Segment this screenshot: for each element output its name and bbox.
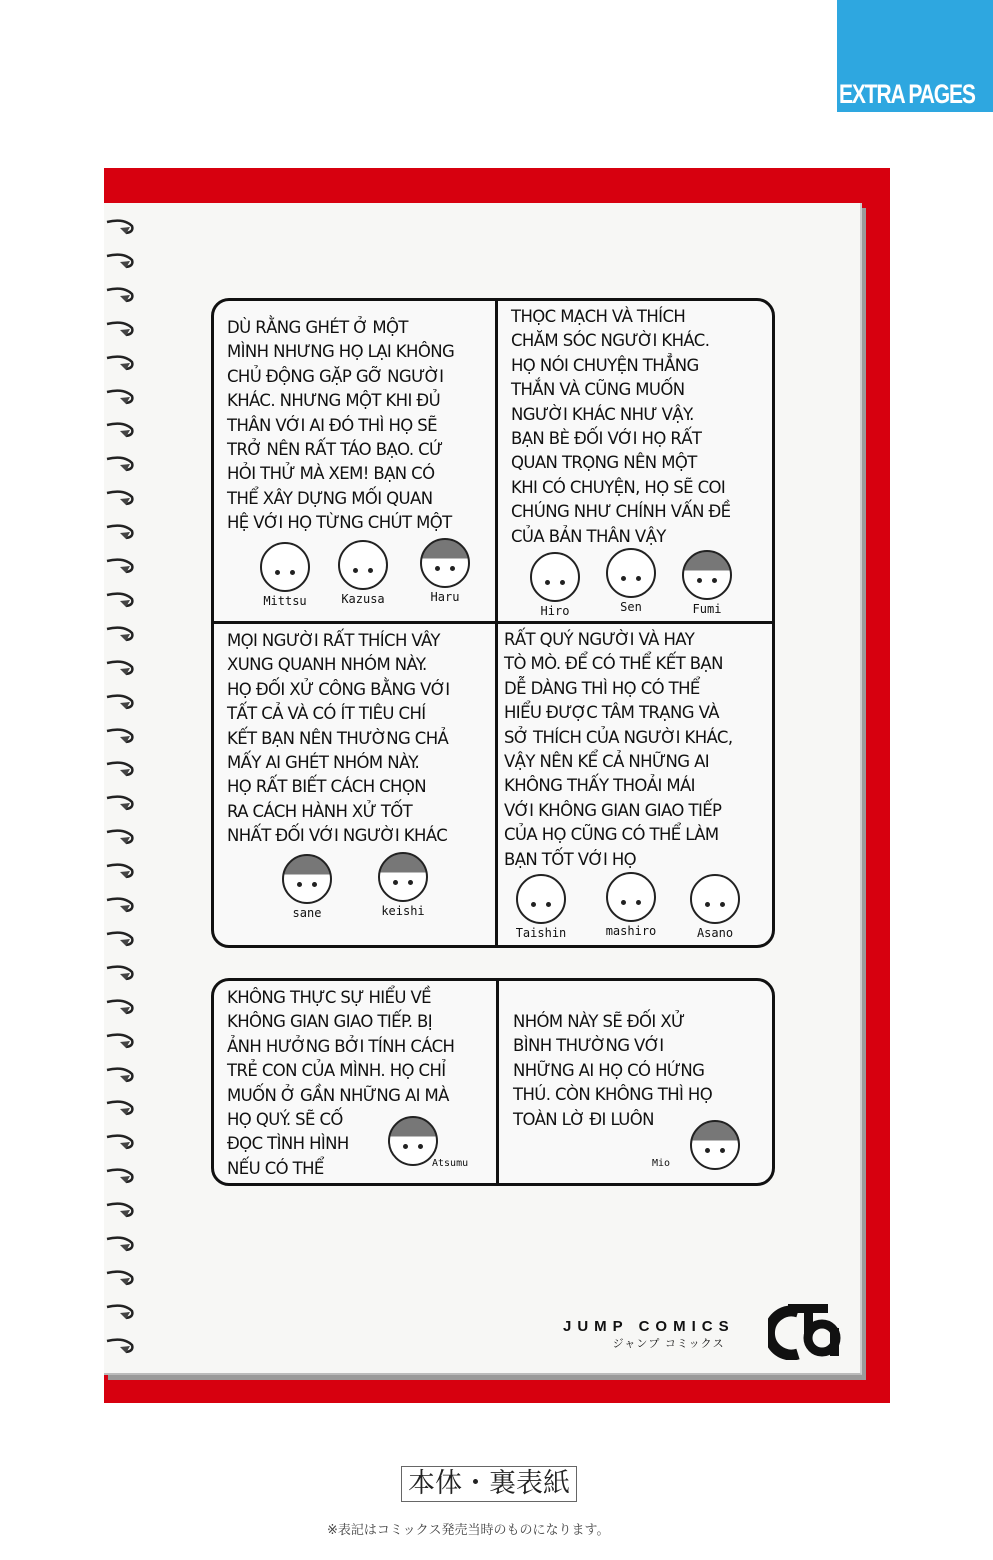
spiral-ring-icon bbox=[106, 625, 136, 643]
text-line: HỌ RẤT BIẾT CÁCH CHỌN bbox=[227, 777, 426, 797]
text-line: THỂ XÂY DỰNG MỐI QUAN bbox=[227, 488, 433, 508]
face-icon bbox=[388, 1116, 438, 1166]
character-name: Fumi bbox=[692, 602, 722, 616]
face-icon bbox=[378, 852, 428, 902]
face-icon bbox=[420, 538, 470, 588]
spiral-ring-icon bbox=[106, 693, 136, 711]
spiral-ring-icon bbox=[106, 320, 136, 338]
spiral-ring-icon bbox=[106, 1269, 136, 1287]
face-icon bbox=[606, 548, 656, 598]
panel-text-1 bbox=[227, 316, 454, 536]
face-icon bbox=[282, 854, 332, 904]
text-line: MỌI NGƯỜI RẤT THÍCH VÂY bbox=[227, 631, 440, 650]
spiral-ring-icon bbox=[106, 1066, 136, 1084]
character-sen bbox=[596, 548, 666, 614]
spiral-ring-icon bbox=[106, 1235, 136, 1253]
text-line: HIỂU ĐƯỢC TÂM TRẠNG VÀ bbox=[504, 703, 719, 723]
spiral-ring-icon bbox=[106, 794, 136, 812]
text-line: BÌNH THƯỜNG VỚI bbox=[513, 1036, 664, 1056]
character-name: keishi bbox=[381, 904, 425, 918]
text-line: HỌ ĐỐI XỬ CÔNG BẰNG VỚI bbox=[227, 679, 450, 699]
text-line: XUNG QUANH NHÓM NÀY. bbox=[227, 655, 427, 675]
logo-text: JUMP COMICS bbox=[563, 1318, 735, 1335]
text-line: THÚ. CÒN KHÔNG THÌ HỌ bbox=[513, 1085, 713, 1105]
text-line: HỎI THỬ MÀ XEM! BẠN CÓ bbox=[227, 464, 435, 484]
character-name: Taishin bbox=[515, 926, 567, 940]
character-asano bbox=[680, 874, 750, 940]
text-line: MUỐN Ở GẦN NHỮNG AI MÀ bbox=[227, 1085, 449, 1105]
text-line: KHÔNG THỰC SỰ HIỂU VỀ bbox=[227, 988, 432, 1007]
jump-comics-logo bbox=[563, 1318, 735, 1351]
character-atsumu bbox=[380, 1116, 490, 1169]
character-mio bbox=[650, 1120, 750, 1170]
text-line: CHÚNG NHƯ CHÍNH VẤN ĐỀ bbox=[511, 502, 731, 522]
spiral-ring-icon bbox=[106, 896, 136, 914]
face-icon bbox=[606, 872, 656, 922]
text-line: NHỮNG AI HỌ CÓ HỨNG bbox=[513, 1060, 705, 1080]
spiral-ring-icon bbox=[106, 1032, 136, 1050]
text-line: DÙ RẰNG GHÉT Ở MỘT bbox=[227, 318, 408, 337]
spiral-ring-icon bbox=[106, 1099, 136, 1117]
text-line: CHỦ ĐỘNG GẶP GỠ NGƯỜI bbox=[227, 366, 444, 386]
character-haru bbox=[410, 538, 480, 604]
spiral-ring-icon bbox=[106, 760, 136, 778]
spiral-ring-icon bbox=[106, 557, 136, 575]
text-line: TRỞ NÊN RẤT TÁO BẠO. CỨ bbox=[227, 440, 443, 460]
text-line: MÌNH NHƯNG HỌ LẠI KHÔNG bbox=[227, 342, 455, 362]
text-line: NGƯỜI KHÁC NHƯ VẬY. bbox=[511, 404, 694, 424]
character-fumi bbox=[672, 550, 742, 616]
spiral-ring-icon bbox=[106, 998, 136, 1016]
spiral-ring-icon bbox=[106, 862, 136, 880]
text-line: BẠN TỐT VỚI HỌ bbox=[504, 849, 637, 869]
character-kazusa bbox=[328, 540, 398, 606]
spiral-ring-icon bbox=[106, 252, 136, 270]
text-line: BẠN BÈ ĐỐI VỚI HỌ RẤT bbox=[511, 429, 702, 449]
text-line: NẾU CÓ THỂ bbox=[227, 1158, 324, 1178]
face-icon bbox=[516, 874, 566, 924]
spiral-ring-icon bbox=[106, 828, 136, 846]
text-line: TẤT CẢ VÀ CÓ ÍT TIÊU CHÍ bbox=[227, 704, 426, 724]
spiral-ring-icon bbox=[106, 1167, 136, 1185]
text-line: RẤT QUÝ NGƯỜI VÀ HAY bbox=[504, 630, 695, 649]
spiral-ring-icon bbox=[106, 1201, 136, 1219]
face-icon bbox=[682, 550, 732, 600]
logo-katakana: ジャンプ コミックス bbox=[612, 1337, 725, 1350]
spiral-ring-icon bbox=[106, 964, 136, 982]
text-line: KHÔNG GIAN GIAO TIẾP. BỊ bbox=[227, 1012, 433, 1032]
spiral-ring-icon bbox=[106, 1337, 136, 1355]
spiral-ring-icon bbox=[106, 591, 136, 609]
text-line: KHÁC. NHƯNG MỘT KHI ĐỦ bbox=[227, 391, 441, 411]
spiral-ring-icon bbox=[106, 354, 136, 372]
spiral-ring-icon bbox=[106, 930, 136, 948]
spiral-ring-icon bbox=[106, 218, 136, 236]
text-line: CỦA HỌ CŨNG CÓ THỂ LÀM bbox=[504, 825, 719, 845]
text-line: ẢNH HƯỞNG BỞI TÍNH CÁCH bbox=[227, 1036, 455, 1056]
text-line: NHÓM NÀY SẼ ĐỐI XỬ bbox=[513, 1012, 685, 1031]
text-line: ĐỌC TÌNH HÌNH bbox=[227, 1134, 349, 1154]
text-line: SỞ THÍCH CỦA NGƯỜI KHÁC, bbox=[504, 727, 733, 747]
spiral-ring-icon bbox=[106, 727, 136, 745]
spiral-ring-icon bbox=[106, 1303, 136, 1321]
text-line: RA CÁCH HÀNH XỬ TỐT bbox=[227, 801, 413, 821]
character-mittsu bbox=[250, 542, 320, 608]
text-line: VỚI KHÔNG GIAN GIAO TIẾP bbox=[504, 800, 722, 820]
face-icon bbox=[690, 1120, 740, 1170]
panel-text-3 bbox=[227, 629, 450, 849]
character-name: Mittsu bbox=[263, 594, 307, 608]
text-line: THÂN VỚI AI ĐÓ THÌ HỌ SẼ bbox=[227, 415, 437, 435]
panel-text-6 bbox=[513, 1010, 712, 1132]
cover-caption: 本体・裏表紙 bbox=[401, 1466, 577, 1502]
face-icon bbox=[530, 552, 580, 602]
panel-text-4 bbox=[504, 628, 733, 872]
extra-pages-banner bbox=[837, 0, 993, 112]
spiral-ring-icon bbox=[106, 523, 136, 541]
footnote: ※表記はコミックス発売当時のものになります。 bbox=[327, 1523, 610, 1538]
face-icon bbox=[260, 542, 310, 592]
character-name: Mio bbox=[652, 1158, 671, 1169]
text-line: TÒ MÒ. ĐỂ CÓ THỂ KẾT BẠN bbox=[504, 654, 723, 674]
horizontal-divider bbox=[213, 621, 773, 624]
spiral-ring-icon bbox=[106, 286, 136, 304]
spiral-ring-icon bbox=[106, 388, 136, 406]
vertical-divider bbox=[496, 980, 499, 1184]
character-name: Asano bbox=[696, 926, 734, 940]
character-name: sane bbox=[292, 906, 322, 920]
character-name: Hiro bbox=[540, 604, 570, 618]
text-line: CỦA BẢN THÂN VẬY bbox=[511, 526, 666, 546]
panel-text-2 bbox=[511, 305, 731, 549]
text-line: TRẺ CON CỦA MÌNH. HỌ CHỈ bbox=[227, 1061, 446, 1081]
text-line: KHÔNG THẤY THOẢI MÁI bbox=[504, 776, 695, 796]
character-name: Atsumu bbox=[432, 1158, 469, 1169]
face-icon bbox=[338, 540, 388, 590]
face-icon bbox=[690, 874, 740, 924]
spiral-ring-icon bbox=[106, 1133, 136, 1151]
text-line: HỌ QUÝ. SẼ CỐ bbox=[227, 1110, 343, 1130]
text-line: QUAN TRỌNG NÊN MỘT bbox=[511, 453, 697, 473]
text-line: HỆ VỚI HỌ TỪNG CHÚT MỘT bbox=[227, 513, 452, 533]
text-line: THẮN VÀ CŨNG MUỐN bbox=[511, 380, 685, 400]
text-line: VẬY NÊN KỂ CẢ NHỮNG AI bbox=[504, 752, 710, 772]
text-line: KẾT BẠN NÊN THƯỜNG CHẢ bbox=[227, 728, 449, 748]
text-line: MẤY AI GHÉT NHÓM NÀY. bbox=[227, 753, 420, 773]
spiral-ring-icon bbox=[106, 455, 136, 473]
character-name: Kazusa bbox=[341, 592, 385, 606]
text-line: HỌ NÓI CHUYỆN THẲNG bbox=[511, 355, 699, 375]
spiral-ring-icon bbox=[106, 659, 136, 677]
character-name: mashiro bbox=[605, 924, 657, 938]
character-mashiro bbox=[596, 872, 666, 938]
banner-label: EXTRA PAGES bbox=[839, 79, 975, 109]
text-line: CHĂM SÓC NGƯỜI KHÁC. bbox=[511, 331, 710, 351]
character-name: Sen bbox=[620, 600, 642, 614]
text-line: THỌC MẠCH VÀ THÍCH bbox=[511, 307, 686, 326]
character-taishin bbox=[506, 874, 576, 940]
character-sane bbox=[272, 854, 342, 920]
character-hiro bbox=[520, 552, 590, 618]
spiral-ring-icon bbox=[106, 421, 136, 439]
text-line: DỄ DÀNG THÌ HỌ CÓ THỂ bbox=[504, 678, 700, 698]
spiral-ring-icon bbox=[106, 489, 136, 507]
character-name: Haru bbox=[430, 590, 460, 604]
text-line: TOÀN LỜ ĐI LUÔN bbox=[513, 1109, 654, 1129]
text-line: NHẤT ĐỐI VỚI NGƯỜI KHÁC bbox=[227, 826, 448, 846]
character-keishi bbox=[368, 852, 438, 918]
jc-logo-icon bbox=[768, 1302, 844, 1360]
text-line: KHI CÓ CHUYỆN, HỌ SẼ COI bbox=[511, 477, 726, 497]
